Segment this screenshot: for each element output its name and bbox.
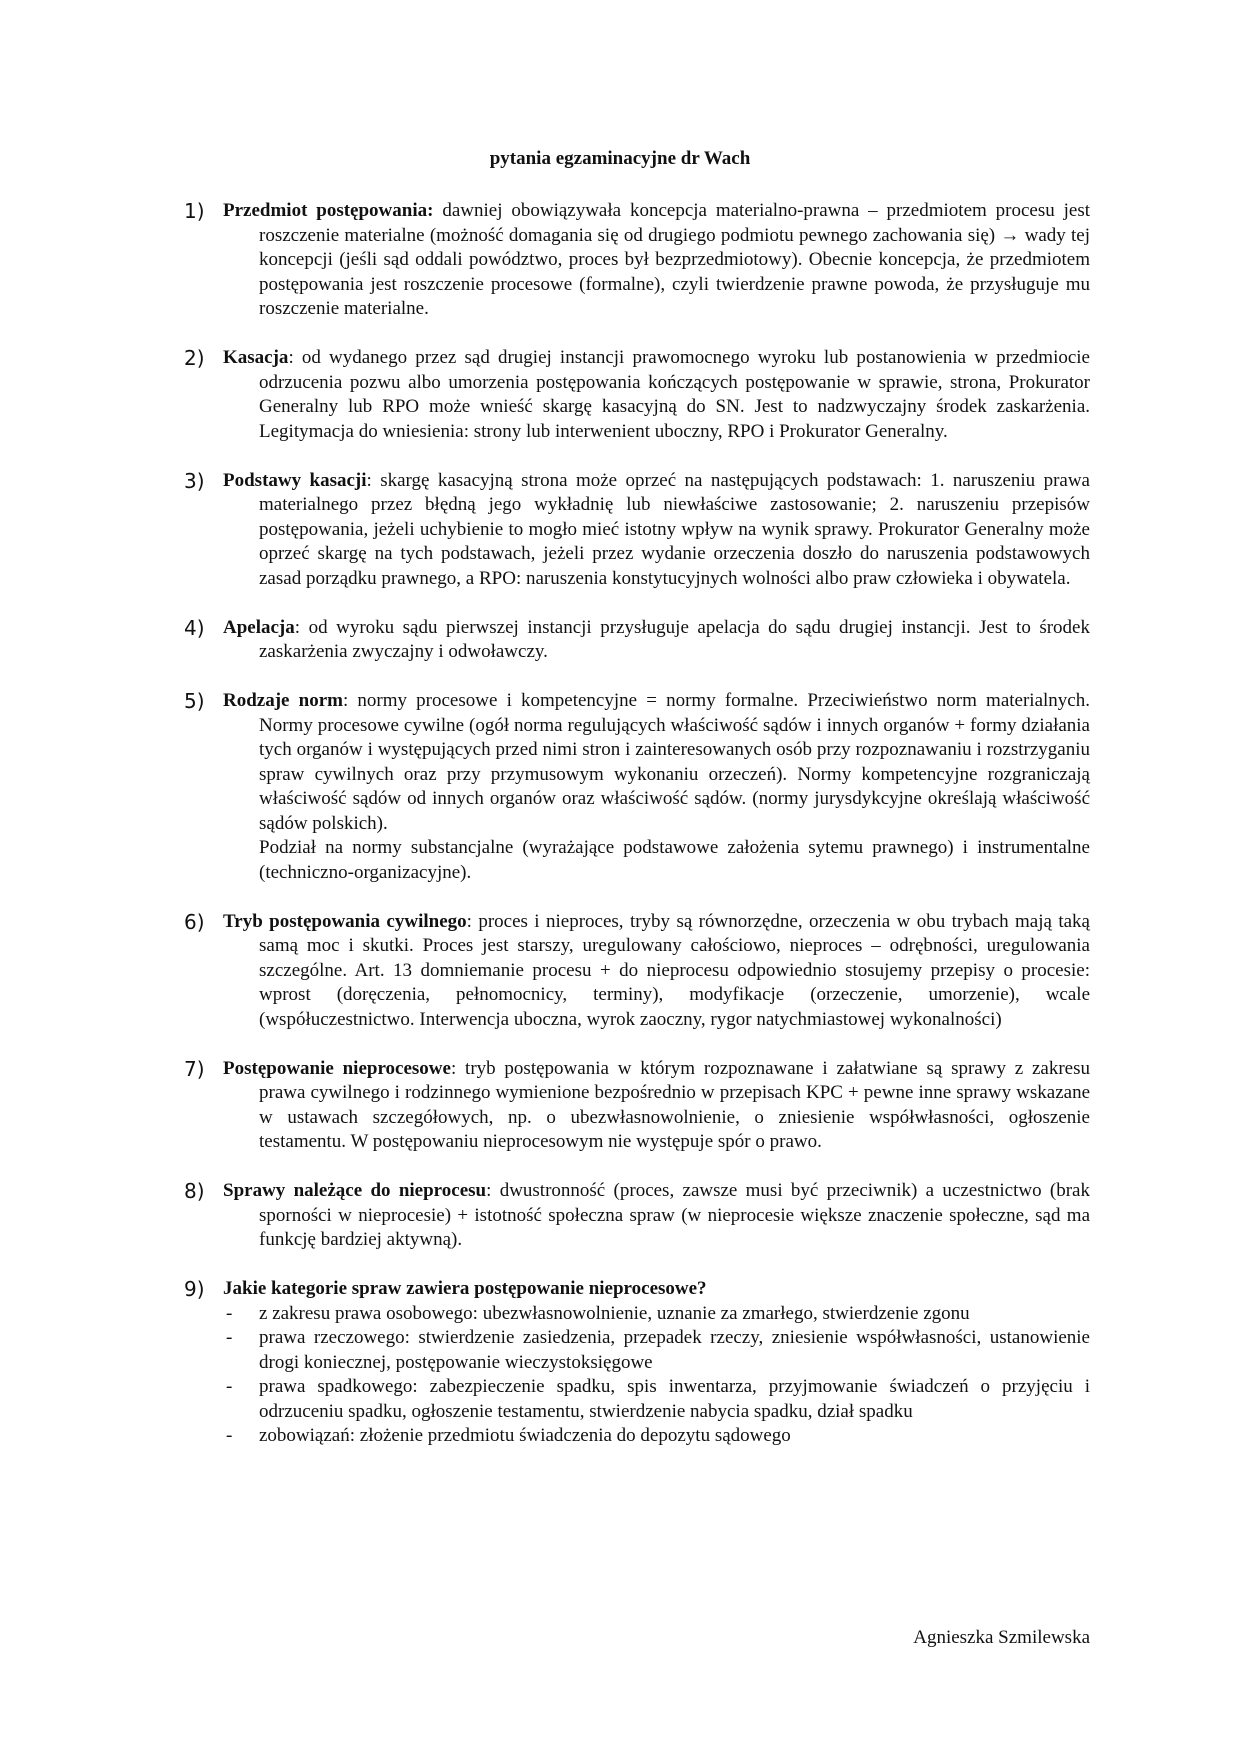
item-text: : skargę kasacyjną strona może oprzeć na następujących podstawach: 1. naruszeniu prawa materialnego przez błędną jego wykładnię lub niewłaściwe zastosowanie; 2. naruszeniu przepisów postępowania, jeżeli uchybienie to mogło mieć istotny wpływ na wynik sprawy. Prokurator Generalny może oprzeć skargę na tych podstawach, jeżeli przez wydanie orzeczenia doszło do naruszenia podstawowych zasad porządku prawnego, a RPO: naruszenia konstytucyjnych wolności albo praw człowieka i obywatela. bbox=[259, 469, 1090, 589]
category-text: zobowiązań: złożenie przedmiotu świadczenia do depozytu sądowego bbox=[259, 1425, 791, 1446]
item-number: 3) bbox=[184, 468, 205, 493]
question-item bbox=[184, 689, 1090, 885]
item-number: 8) bbox=[184, 1179, 205, 1203]
item-label: Sprawy należące do nieprocesu bbox=[223, 1180, 487, 1201]
item-extra-text: Podział na normy substancjalne (wyrażające podstawowe założenia sytemu prawnego) i instrumentalne (techniczno-organizacyjne). bbox=[259, 837, 1090, 883]
question-item bbox=[184, 346, 1090, 444]
item-number: 5) bbox=[184, 689, 205, 713]
item-label: Jakie kategorie spraw zawiera postępowanie nieprocesowe? bbox=[223, 1278, 707, 1299]
item-label: Przedmiot postępowania: bbox=[223, 200, 434, 221]
category-text: z zakresu prawa osobowego: ubezwłasnowolnienie, uznanie za zmarłego, stwierdzenie zgonu bbox=[259, 1302, 970, 1324]
item-text: : proces i nieproces, tryby są równorzędne, orzeczenia w obu trybach mają taką samą moc i skutki. Proces jest starszy, uregulowany całościowo, nieproces – odrębności, uregulowania szczególne. Art. 13 domniemanie procesu + do nieprocesu odpowiednio stosujemy przepisy o procesie: wprost (doręczenia, pełnomocnicy, terminy), modyfikacje (orzeczenie, umorzenie), wcale (współuczestnictwo. Interwencja uboczna, wyrok zaoczny, rygor natychmiastowej wykonalności) bbox=[259, 910, 1090, 1030]
item-number: 2) bbox=[184, 346, 205, 370]
category-item bbox=[220, 1375, 1090, 1424]
question-item bbox=[184, 615, 1090, 665]
item-text: : normy procesowe i kompetencyjne = normy formalne. Przeciwieństwo norm materialnych. Normy procesowe cywilne (ogół norma regulujących właściwość sądów i innych organów + formy działania tych organów i występujących przed nimi stron i zainteresowanych osób przy rozpoznawaniu i rozstrzyganiu spraw cywilnych oraz przy przymusowym wykonaniu orzeczeń). Normy kompetencyjne rozgraniczają właściwość sądów od innych organów oraz właściwość sądów. (normy jurysdykcyjne określają właściwość sądów polskich). bbox=[259, 690, 1090, 834]
item-label: Postępowanie nieprocesowe bbox=[223, 1057, 451, 1079]
item-label: Podstawy kasacji bbox=[223, 469, 367, 491]
category-item bbox=[220, 1326, 1090, 1375]
category-text: prawa rzeczowego: stwierdzenie zasiedzenia, przepadek rzeczy, zniesienie współwłasności, ustanowienie drogi koniecznej, postępowanie wieczystoksięgowe bbox=[259, 1327, 1090, 1373]
bullet-dash: - bbox=[226, 1425, 233, 1446]
item-number: 1) bbox=[184, 199, 205, 223]
category-item bbox=[220, 1424, 1090, 1449]
question-item bbox=[184, 1056, 1090, 1155]
item-label: Apelacja bbox=[223, 616, 295, 638]
item-text: : tryb postępowania w którym rozpoznawane i załatwiane są sprawy z zakresu prawa cywilnego i rodzinnego wymienione bezpośrednio w przepisach KPC + pewne inne sprawy wskazane w ustawach szczegółowych, np. o ubezwłasnowolnienie, o zniesienie współwłasności, ogłoszenie testamentu. W postępowaniu nieprocesowym nie występuje spór o prawo. bbox=[259, 1057, 1090, 1152]
question-item bbox=[184, 909, 1090, 1033]
category-item bbox=[220, 1302, 1090, 1327]
item-text: : od wyroku sądu pierwszej instancji przysługuje apelacja do sądu drugiej instancji. Jest to środek zaskarżenia zwyczajny i odwoławczy. bbox=[259, 616, 1090, 662]
item-label: Rodzaje norm bbox=[223, 690, 343, 711]
category-list bbox=[226, 1302, 1090, 1449]
item-text: : od wydanego przez sąd drugiej instancji prawomocnego wyroku lub postanowienia w przedmiocie odrzucenia pozwu albo umorzenia postępowania kończących postępowanie w sprawie, strona, Prokurator Generalny lub RPO może wnieść skargę kasacyjną do SN. Jest to nadzwyczajny środek zaskarżenia. Legitymacja do wniesienia: strony lub interwenient uboczny, RPO i Prokurator Generalny. bbox=[259, 347, 1090, 442]
category-text: prawa spadkowego: zabezpieczenie spadku, spis inwentarza, przyjmowanie świadczeń o przyjęciu i odrzuceniu spadku, ogłoszenie testamentu, stwierdzenie nabycia spadku, dział spadku bbox=[259, 1376, 1090, 1422]
question-item bbox=[184, 468, 1090, 592]
question-list bbox=[0, 199, 1240, 1473]
author-signature: Agnieszka Szmilewska bbox=[913, 1627, 1090, 1648]
question-item bbox=[184, 199, 1090, 322]
bullet-dash: - bbox=[226, 1376, 233, 1397]
question-item bbox=[184, 1277, 1090, 1449]
item-text: : dwustronność (proces, zawsze musi być przeciwnik) a uczestnictwo (brak sporności w nieprocesie) + istotność społeczna spraw (w nieprocesie większe znaczenie społeczne, sąd ma funkcję bardziej aktywną). bbox=[259, 1180, 1090, 1250]
item-number: 7) bbox=[184, 1056, 205, 1081]
document-title: pytania egzaminacyjne dr Wach bbox=[489, 148, 751, 169]
item-number: 4) bbox=[184, 615, 205, 640]
bullet-dash: - bbox=[226, 1302, 233, 1324]
item-number: 9) bbox=[184, 1277, 205, 1301]
item-text: dawniej obowiązywała koncepcja materialno-prawna – przedmiotem procesu jest roszczenie materialne (możność domagania się od drugiego podmiotu pewnego zachowania się) → wady tej koncepcji (jeśli sąd oddali powództwo, proces był bezprzedmiotowy). Obecnie koncepcja, że przedmiotem postępowania jest roszczenie procesowe (formalne), czyli twierdzenie prawne powoda, że przysługuje mu roszczenie materialne. bbox=[259, 200, 1090, 319]
item-number: 6) bbox=[184, 909, 205, 934]
bullet-dash: - bbox=[226, 1327, 233, 1348]
question-item bbox=[184, 1179, 1090, 1253]
item-label: Tryb postępowania cywilnego bbox=[223, 910, 467, 932]
item-label: Kasacja bbox=[223, 347, 289, 368]
